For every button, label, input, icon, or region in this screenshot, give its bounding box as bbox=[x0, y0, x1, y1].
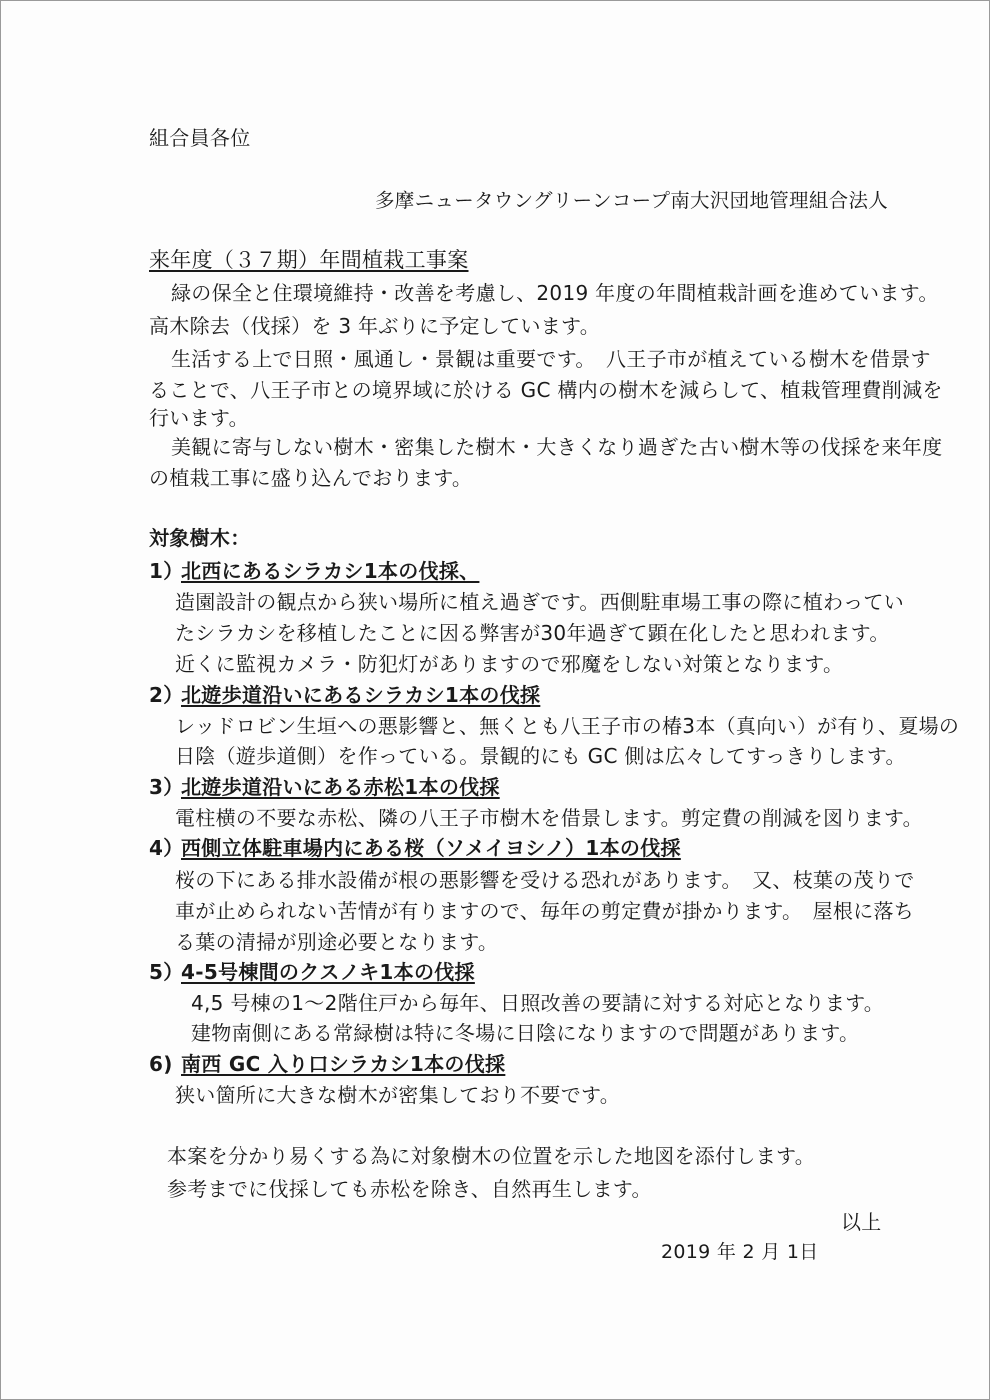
item-body-line: 車が止められない苦情が有りますので、毎年の剪定費が掛かります。 屋根に落ち bbox=[175, 899, 915, 923]
item-number: 4） bbox=[149, 836, 184, 860]
intro-line: 緑の保全と住環境維持・改善を考慮し、2019 年度の年間植栽計画を進めています。 bbox=[171, 281, 939, 305]
item-title: 南西 GC 入り口シラカシ1本の伐採 bbox=[181, 1052, 506, 1076]
intro-line: 高木除去（伐採）を 3 年ぶりに予定しています。 bbox=[149, 314, 601, 338]
item-body-line: 狭い箇所に大きな樹木が密集しており不要です。 bbox=[175, 1083, 620, 1107]
item-body-line: たシラカシを移植したことに因る弊害が30年過ぎて顕在化したと思われます。 bbox=[175, 621, 890, 645]
intro-line: 行います。 bbox=[149, 406, 249, 430]
end-mark: 以上 bbox=[841, 1210, 882, 1234]
item-body-line: 近くに監視カメラ・防犯灯がありますので邪魔をしない対策となります。 bbox=[175, 652, 844, 676]
sender: 多摩ニュータウングリーンコープ南大沢団地管理組合法人 bbox=[375, 189, 889, 212]
document-title: 来年度（３７期）年間植栽工事案 bbox=[149, 248, 469, 272]
item-body-line: 日陰（遊歩道側）を作っている。景観的にも GC 側は広々してすっきりします。 bbox=[175, 744, 906, 768]
intro-line: 美観に寄与しない樹木・密集した樹木・大きくなり過ぎた古い樹木等の伐採を来年度 bbox=[171, 435, 943, 459]
item-number: 5） bbox=[149, 960, 184, 984]
intro-line: 生活する上で日照・風通し・景観は重要です。 八王子市が植えている樹木を借景す bbox=[171, 347, 931, 371]
closing-line: 参考までに伐採しても赤松を除き、自然再生します。 bbox=[167, 1177, 652, 1201]
item-body-line: レッドロビン生垣への悪影響と、無くとも八王子市の椿3本（真向い）が有り、夏場の bbox=[175, 714, 960, 738]
item-number: 2） bbox=[149, 683, 184, 707]
item-title: 西側立体駐車場内にある桜（ソメイヨシノ）1本の伐採 bbox=[181, 836, 681, 860]
closing-line: 本案を分かり易くする為に対象樹木の位置を示した地図を添付します。 bbox=[167, 1144, 815, 1168]
item-body-line: 4,5 号棟の1～2階住戸から毎年、日照改善の要請に対する対応となります。 bbox=[191, 991, 885, 1015]
item-title: 北西にあるシラカシ1本の伐採、 bbox=[181, 559, 480, 583]
item-body-line: 造園設計の観点から狭い場所に植え過ぎです。西側駐車場工事の際に植わってい bbox=[175, 590, 904, 614]
salutation: 組合員各位 bbox=[149, 126, 251, 150]
intro-line: の植栽工事に盛り込んでおります。 bbox=[149, 466, 473, 490]
document-date: 2019 年 2 月 1日 bbox=[661, 1241, 819, 1263]
targets-heading: 対象樹木： bbox=[149, 526, 251, 550]
item-body-line: 電柱横の不要な赤松、隣の八王子市樹木を借景します。剪定費の削減を図ります。 bbox=[175, 806, 923, 830]
intro-line: ることで、八王子市との境界域に於ける GC 構内の樹木を減らして、植栽管理費削減を bbox=[149, 378, 943, 402]
item-body-line: 建物南側にある常緑樹は特に冬場に日陰になりますので問題があります。 bbox=[191, 1021, 860, 1045]
item-title: 北遊歩道沿いにある赤松1本の伐採 bbox=[181, 775, 500, 799]
item-body-line: る葉の清掃が別途必要となります。 bbox=[175, 930, 499, 954]
item-number: 3） bbox=[149, 775, 184, 799]
item-number: 6) bbox=[149, 1052, 173, 1076]
item-number: 1） bbox=[149, 559, 184, 583]
item-body-line: 桜の下にある排水設備が根の悪影響を受ける恐れがあります。 又、枝葉の茂りで bbox=[175, 868, 915, 892]
item-title: 北遊歩道沿いにあるシラカシ1本の伐採 bbox=[181, 683, 541, 707]
item-title: 4-5号棟間のクスノキ1本の伐採 bbox=[181, 960, 475, 984]
